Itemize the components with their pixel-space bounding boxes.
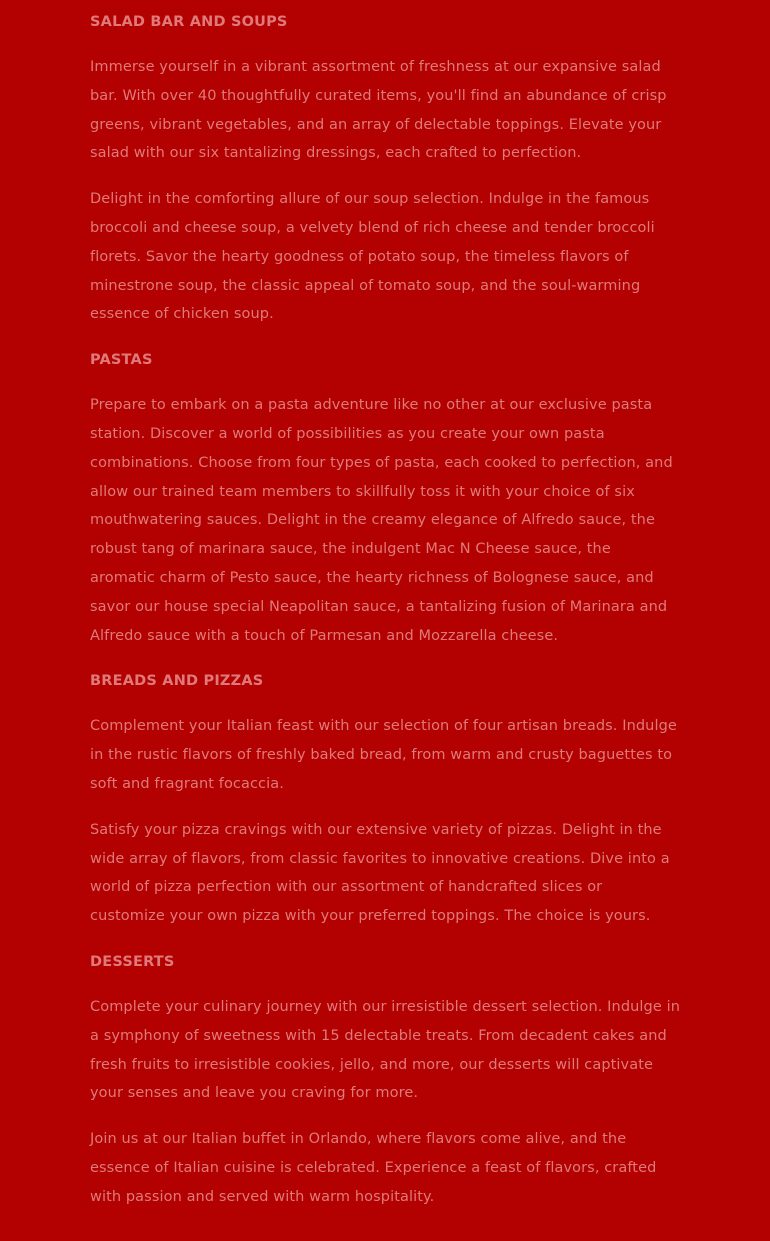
breads-paragraph: Complement your Italian feast with our selection of four artisan breads. Indulge in the rustic flavors of freshly baked bread, from warm and crusty baguettes to soft and fragrant focaccia. (90, 718, 677, 792)
pastas-heading: PASTAS (90, 352, 153, 369)
menu-description-content (90, 0, 680, 1212)
salad-bar-paragraph: Immerse yourself in a vibrant assortment of freshness at our expansive salad bar. With over 40 thoughtfully curated items, you'll find an abundance of crisp greens, vibrant vegetables, and an array of delectable toppings. Elevate your salad with our six tantalizing dressings, each crafted to perfection. (90, 59, 667, 162)
soups-paragraph: Delight in the comforting allure of our soup selection. Indulge in the famous broccoli and cheese soup, a velvety blend of rich cheese and tender broccoli florets. Savor the hearty goodness of potato soup, the timeless flavors of minestrone soup, the classic appeal of tomato soup, and the soul-warming essence of chicken soup. (90, 191, 655, 323)
pizzas-paragraph: Satisfy your pizza cravings with our extensive variety of pizzas. Delight in the wide array of flavors, from classic favorites to innovative creations. Dive into a world of pizza perfection with our assortment of handcrafted slices or customize your own pizza with your preferred toppings. The choice is yours. (90, 821, 670, 925)
pastas-paragraph: Prepare to embark on a pasta adventure like no other at our exclusive pasta station. Discover a world of possibilities as you create your own pasta combinations. Choose from four types of pasta, each cooked to perfection, and allow our trained team members to skillfully toss it with your choice of six mouthwatering sauces. Delight in the creamy elegance of Alfredo sauce, the robust tang of marinara sauce, the indulgent Mac N Cheese sauce, the aromatic charm of Pesto sauce, the hearty richness of Bolognese sauce, and savor our house special Neapolitan sauce, a tantalizing fusion of Marinara and Alfredo sauce with a touch of Parmesan and Mozzarella cheese. (90, 397, 673, 644)
salad-bar-and-soups-heading: SALAD BAR AND SOUPS (90, 14, 288, 30)
breads-and-pizzas-heading: BREADS AND PIZZAS (90, 673, 264, 690)
desserts-heading: DESSERTS (90, 953, 175, 970)
closing-paragraph: Join us at our Italian buffet in Orlando, where flavors come alive, and the essence of Italian cuisine is celebrated. Experience a feast of flavors, crafted with passion and served with warm hospitality. (90, 1131, 657, 1205)
desserts-paragraph: Complete your culinary journey with our irresistible dessert selection. Indulge in a symphony of sweetness with 15 delectable treats. From decadent cakes and fresh fruits to irresistible cookies, jello, and more, our desserts will captivate your senses and leave you craving for more. (90, 998, 681, 1102)
